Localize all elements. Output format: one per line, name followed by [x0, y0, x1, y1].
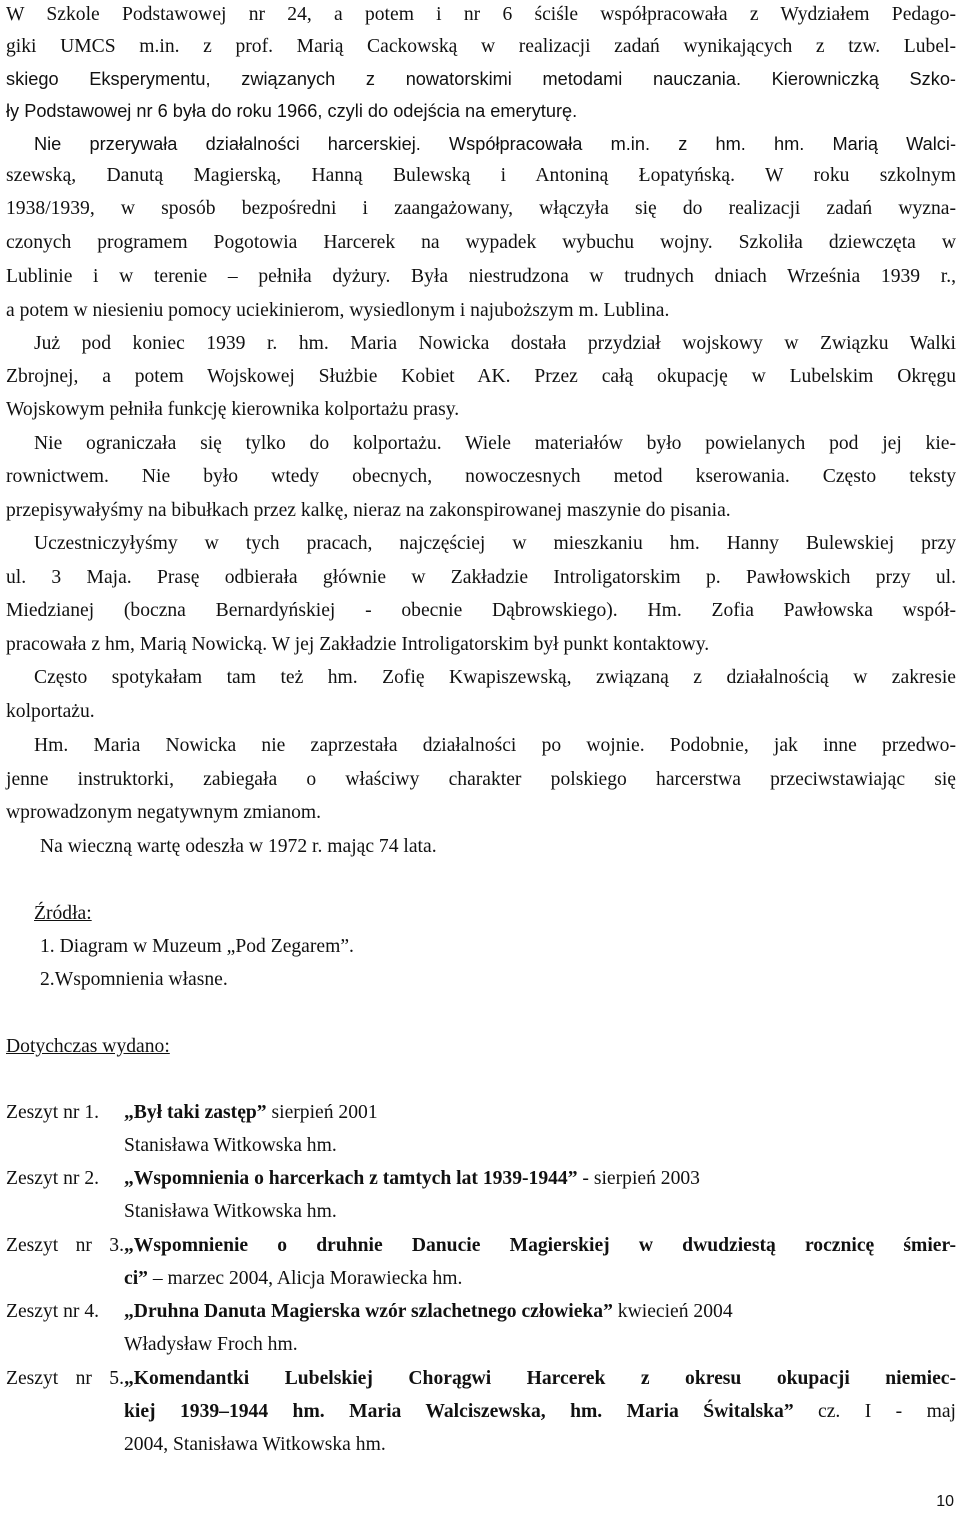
published-entry	[6, 1098, 956, 1128]
body-line: a potem w niesieniu pomocy uciekinierom, wysiedlonym i najuboższym m. Lublina.	[6, 300, 670, 321]
entry-continuation: kiej 1939–1944 hm. Maria Walciszewska, hm. Maria Świtalska” cz. I - maj	[124, 1401, 956, 1422]
body-line: pracowała z hm, Marią Nowicką. W jej Zakładzie Introligatorskim był punkt kontaktowy.	[6, 634, 710, 655]
body-line: skiego Eksperymentu, związanych z nowatorskimi metodami nauczania. Kierowniczką Szko-	[6, 69, 956, 89]
body-line: W Szkole Podstawowej nr 24, a potem i nr 6 ściśle współpracowała z Wydziałem Pedago-	[6, 4, 956, 25]
body-line: Nie przerywała działalności harcerskiej. Współpracowała m.in. z hm. hm. Marią Walci-	[34, 134, 956, 154]
entry-author: Stanisława Witkowska hm.	[124, 1135, 337, 1156]
body-line: jenne instruktorki, zabiegała o właściwy charakter polskiego harcerstwa przeciwstawiając się	[6, 769, 956, 790]
entry-title: „Wspomnienia o harcerkach z tamtych lat 1939-1944”	[124, 1168, 578, 1189]
entry-title: „Wspomnienie o druhnie Danucie Magierskiej w dwudziestą rocznicę śmier-	[124, 1235, 956, 1256]
body-line: 1938/1939, w sposób bezpośredni i zaangażowany, włączyła się do realizacji zadań wyzna-	[6, 198, 956, 219]
entry-author: 2004, Stanisława Witkowska hm.	[124, 1434, 386, 1455]
body-line: Wojskowym pełniła funkcję kierownika kolportażu prasy.	[6, 399, 460, 420]
body-line: Już pod koniec 1939 r. hm. Maria Nowicka dostała przydział wojskowy w Związku Walki	[34, 333, 956, 354]
published-heading: Dotychczas wydano:	[6, 1036, 170, 1057]
body-line: Zbrojnej, a potem Wojskowej Służbie Kobiet AK. Przez całą okupację w Lubelskim Okręgu	[6, 366, 956, 387]
sources-heading: Źródła:	[34, 903, 92, 924]
entry-date: kwiecień 2004	[612, 1301, 733, 1322]
body-line: szewską, Danutą Magierską, Hanną Bulewską i Antoniną Łopatyńską. W roku szkolnym	[6, 165, 956, 186]
body-line: Uczestniczyłyśmy w tych pracach, najczęściej w mieszkaniu hm. Hanny Bulewskiej przy	[34, 533, 956, 554]
source-item: 2.Wspomnienia własne.	[40, 969, 228, 990]
entry-label: Zeszyt nr 3.	[6, 1235, 124, 1256]
entry-label: Zeszyt nr 4.	[6, 1301, 100, 1322]
entry-author: Stanisława Witkowska hm.	[124, 1201, 337, 1222]
published-entry	[6, 1364, 956, 1394]
source-item: 1. Diagram w Muzeum „Pod Zegarem”.	[40, 936, 354, 957]
entry-date: sierpień 2001	[266, 1102, 378, 1123]
body-line: rownictwem. Nie było wtedy obecnych, nowoczesnych metod kserowania. Często teksty	[6, 466, 956, 487]
entry-date: - sierpień 2003	[577, 1168, 700, 1189]
body-line: giki UMCS m.in. z prof. Marią Cackowską w realizacji zadań wynikających z tzw. Lubel-	[6, 36, 956, 57]
body-line: Hm. Maria Nowicka nie zaprzestała działalności po wojnie. Podobnie, jak inne przedwo-	[34, 735, 956, 756]
body-line: kolportażu.	[6, 701, 95, 722]
body-line: czonych programem Pogotowia Harcerek na wypadek wybuchu wojny. Szkoliła dziewczęta w	[6, 232, 956, 253]
body-line: Często spotykałam tam też hm. Zofię Kwapiszewską, związaną z działalnością w zakresie	[34, 667, 956, 688]
entry-label: Zeszyt nr 1.	[6, 1102, 100, 1123]
body-line: Na wieczną wartę odeszła w 1972 r. mając 74 lata.	[40, 836, 437, 857]
entry-title: „Komendantki Lubelskiej Chorągwi Harcerek z okresu okupacji niemiec-	[124, 1368, 956, 1389]
entry-title: „Druhna Danuta Magierska wzór szlachetnego człowieka”	[124, 1301, 613, 1322]
body-line: przepisywałyśmy na bibułkach przez kalkę, nieraz na zakonspirowanej maszynie do pisania.	[6, 500, 731, 521]
published-entry	[6, 1297, 956, 1327]
published-entry	[6, 1164, 956, 1194]
published-entry	[6, 1231, 956, 1261]
entry-title: „Był taki zastęp”	[124, 1102, 267, 1123]
page-number: 10	[936, 1493, 954, 1510]
body-line: wprowadzonym negatywnym zmianom.	[6, 802, 322, 823]
body-line: ul. 3 Maja. Prasę odbierała głównie w Zakładzie Introligatorskim p. Pawłowskich przy ul.	[6, 567, 956, 588]
entry-label: Zeszyt nr 5.	[6, 1368, 124, 1389]
body-line: ły Podstawowej nr 6 była do roku 1966, czyli do odejścia na emeryturę.	[6, 101, 578, 121]
entry-label: Zeszyt nr 2.	[6, 1168, 100, 1189]
entry-author: Władysław Froch hm.	[124, 1334, 298, 1355]
entry-continuation: ci” – marzec 2004, Alicja Morawiecka hm.	[124, 1268, 463, 1289]
body-line: Lublinie i w terenie – pełniła dyżury. Była niestrudzona w trudnych dniach Września 1939 r.,	[6, 266, 956, 287]
body-line: Nie ograniczała się tylko do kolportażu. Wiele materiałów było powielanych pod jej kie-	[34, 433, 956, 454]
body-line: Miedzianej (boczna Bernardyńskiej - obecnie Dąbrowskiego). Hm. Zofia Pawłowska współ-	[6, 600, 956, 621]
